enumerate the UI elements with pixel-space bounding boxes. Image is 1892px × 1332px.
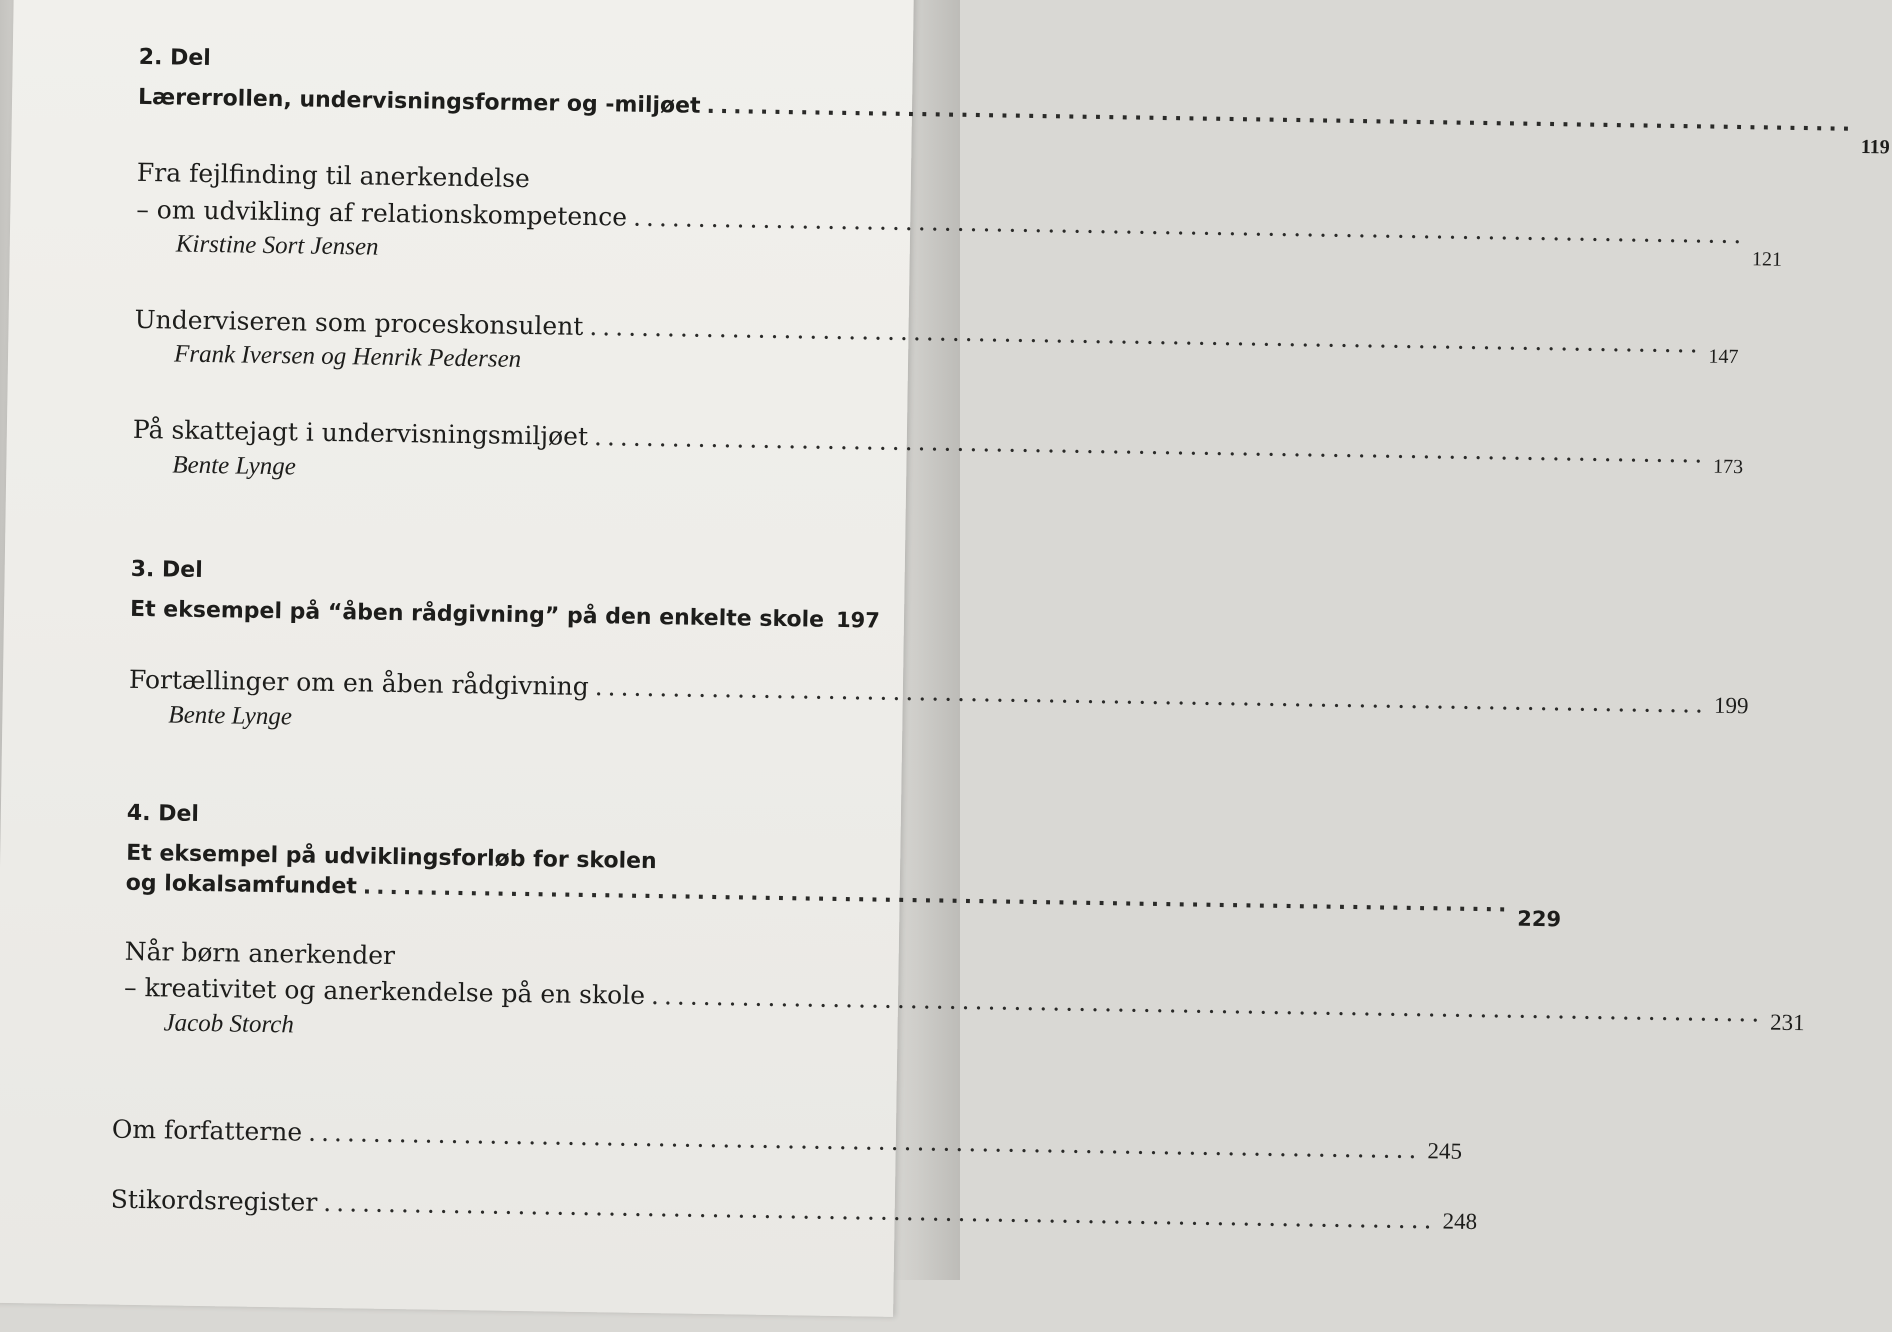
chapter-author: Frank Iversen og Henrik Pedersen xyxy=(174,340,522,373)
chapter-row[interactable] xyxy=(124,973,859,1014)
leader-dots: ...................................................................................... xyxy=(651,981,1765,1027)
page-number: 119 xyxy=(1861,136,1890,159)
chapter-author: Bente Lynge xyxy=(168,701,292,731)
page-number: 197 xyxy=(836,608,880,633)
leader-dots: ...................................................................................... xyxy=(706,94,1855,137)
chapter-title: Underviseren som proceskonsulent xyxy=(134,305,583,341)
leader-dots: ...................................................................................... xyxy=(633,203,1747,249)
page-number: 229 xyxy=(1517,907,1561,932)
back-matter-row[interactable] xyxy=(111,1185,846,1226)
chapter-author: Bente Lynge xyxy=(172,451,296,481)
chapter-title: Fortællinger om en åben rådgivning xyxy=(129,665,589,701)
leader-dots: ...................................................................................... xyxy=(589,312,1703,358)
back-matter-title: Stikordsregister xyxy=(111,1185,318,1217)
part-title: Et eksempel på “åben rådgivning” på den enkelte skole xyxy=(130,597,824,633)
part-title-row[interactable] xyxy=(126,871,861,908)
leader-dots: ...................................................................................... xyxy=(308,1118,1422,1164)
table-of-contents xyxy=(0,0,914,1317)
page-number: 248 xyxy=(1442,1209,1477,1236)
chapter-title: På skattejagt i undervisningsmiljøet xyxy=(133,415,589,451)
chapter-title-line: – kreativitet og anerkendelse på en skole xyxy=(124,973,645,1010)
part-title-line[interactable]: Et eksempel på udviklingsforløb for skolen xyxy=(126,841,657,874)
page-number: 147 xyxy=(1708,346,1738,369)
leader-dots: ...................................................................................... xyxy=(594,672,1708,718)
leader-dots: ...................................................................................... xyxy=(594,422,1708,468)
page-number: 245 xyxy=(1427,1138,1462,1165)
leader-dots: ...................................................................................... xyxy=(323,1188,1437,1234)
chapter-row[interactable] xyxy=(129,665,864,706)
chapter-title-line[interactable]: Fra fejlfinding til anerkendelse xyxy=(137,158,530,193)
back-matter-row[interactable] xyxy=(112,1115,857,1156)
chapter-author: Jacob Storch xyxy=(163,1009,294,1039)
chapter-row[interactable] xyxy=(136,195,871,236)
page-number: 199 xyxy=(1714,693,1749,720)
part-title-row[interactable] xyxy=(138,85,873,122)
chapter-row[interactable] xyxy=(134,305,869,346)
part-heading: 4. Del xyxy=(127,801,199,827)
chapter-row[interactable] xyxy=(133,415,868,456)
chapter-title-line: – om udvikling af relationskompetence xyxy=(136,195,627,232)
chapter-author: Kirstine Sort Jensen xyxy=(176,231,379,262)
page-number: 121 xyxy=(1752,248,1782,271)
page-number: 231 xyxy=(1770,1010,1805,1037)
part-title-row[interactable] xyxy=(130,597,865,634)
page-number: 173 xyxy=(1713,456,1743,479)
part-title-line: og lokalsamfundet xyxy=(126,871,358,900)
book-page xyxy=(0,0,914,1317)
part-title: Lærerrollen, undervisningsformer og -miljøet xyxy=(138,85,701,119)
part-heading: 2. Del xyxy=(139,45,211,71)
back-matter-title: Om forfatterne xyxy=(112,1115,303,1147)
part-heading: 3. Del xyxy=(131,557,203,583)
leader-dots: ...................................................................................... xyxy=(363,875,1512,918)
chapter-title-line[interactable]: Når børn anerkender xyxy=(124,937,395,970)
